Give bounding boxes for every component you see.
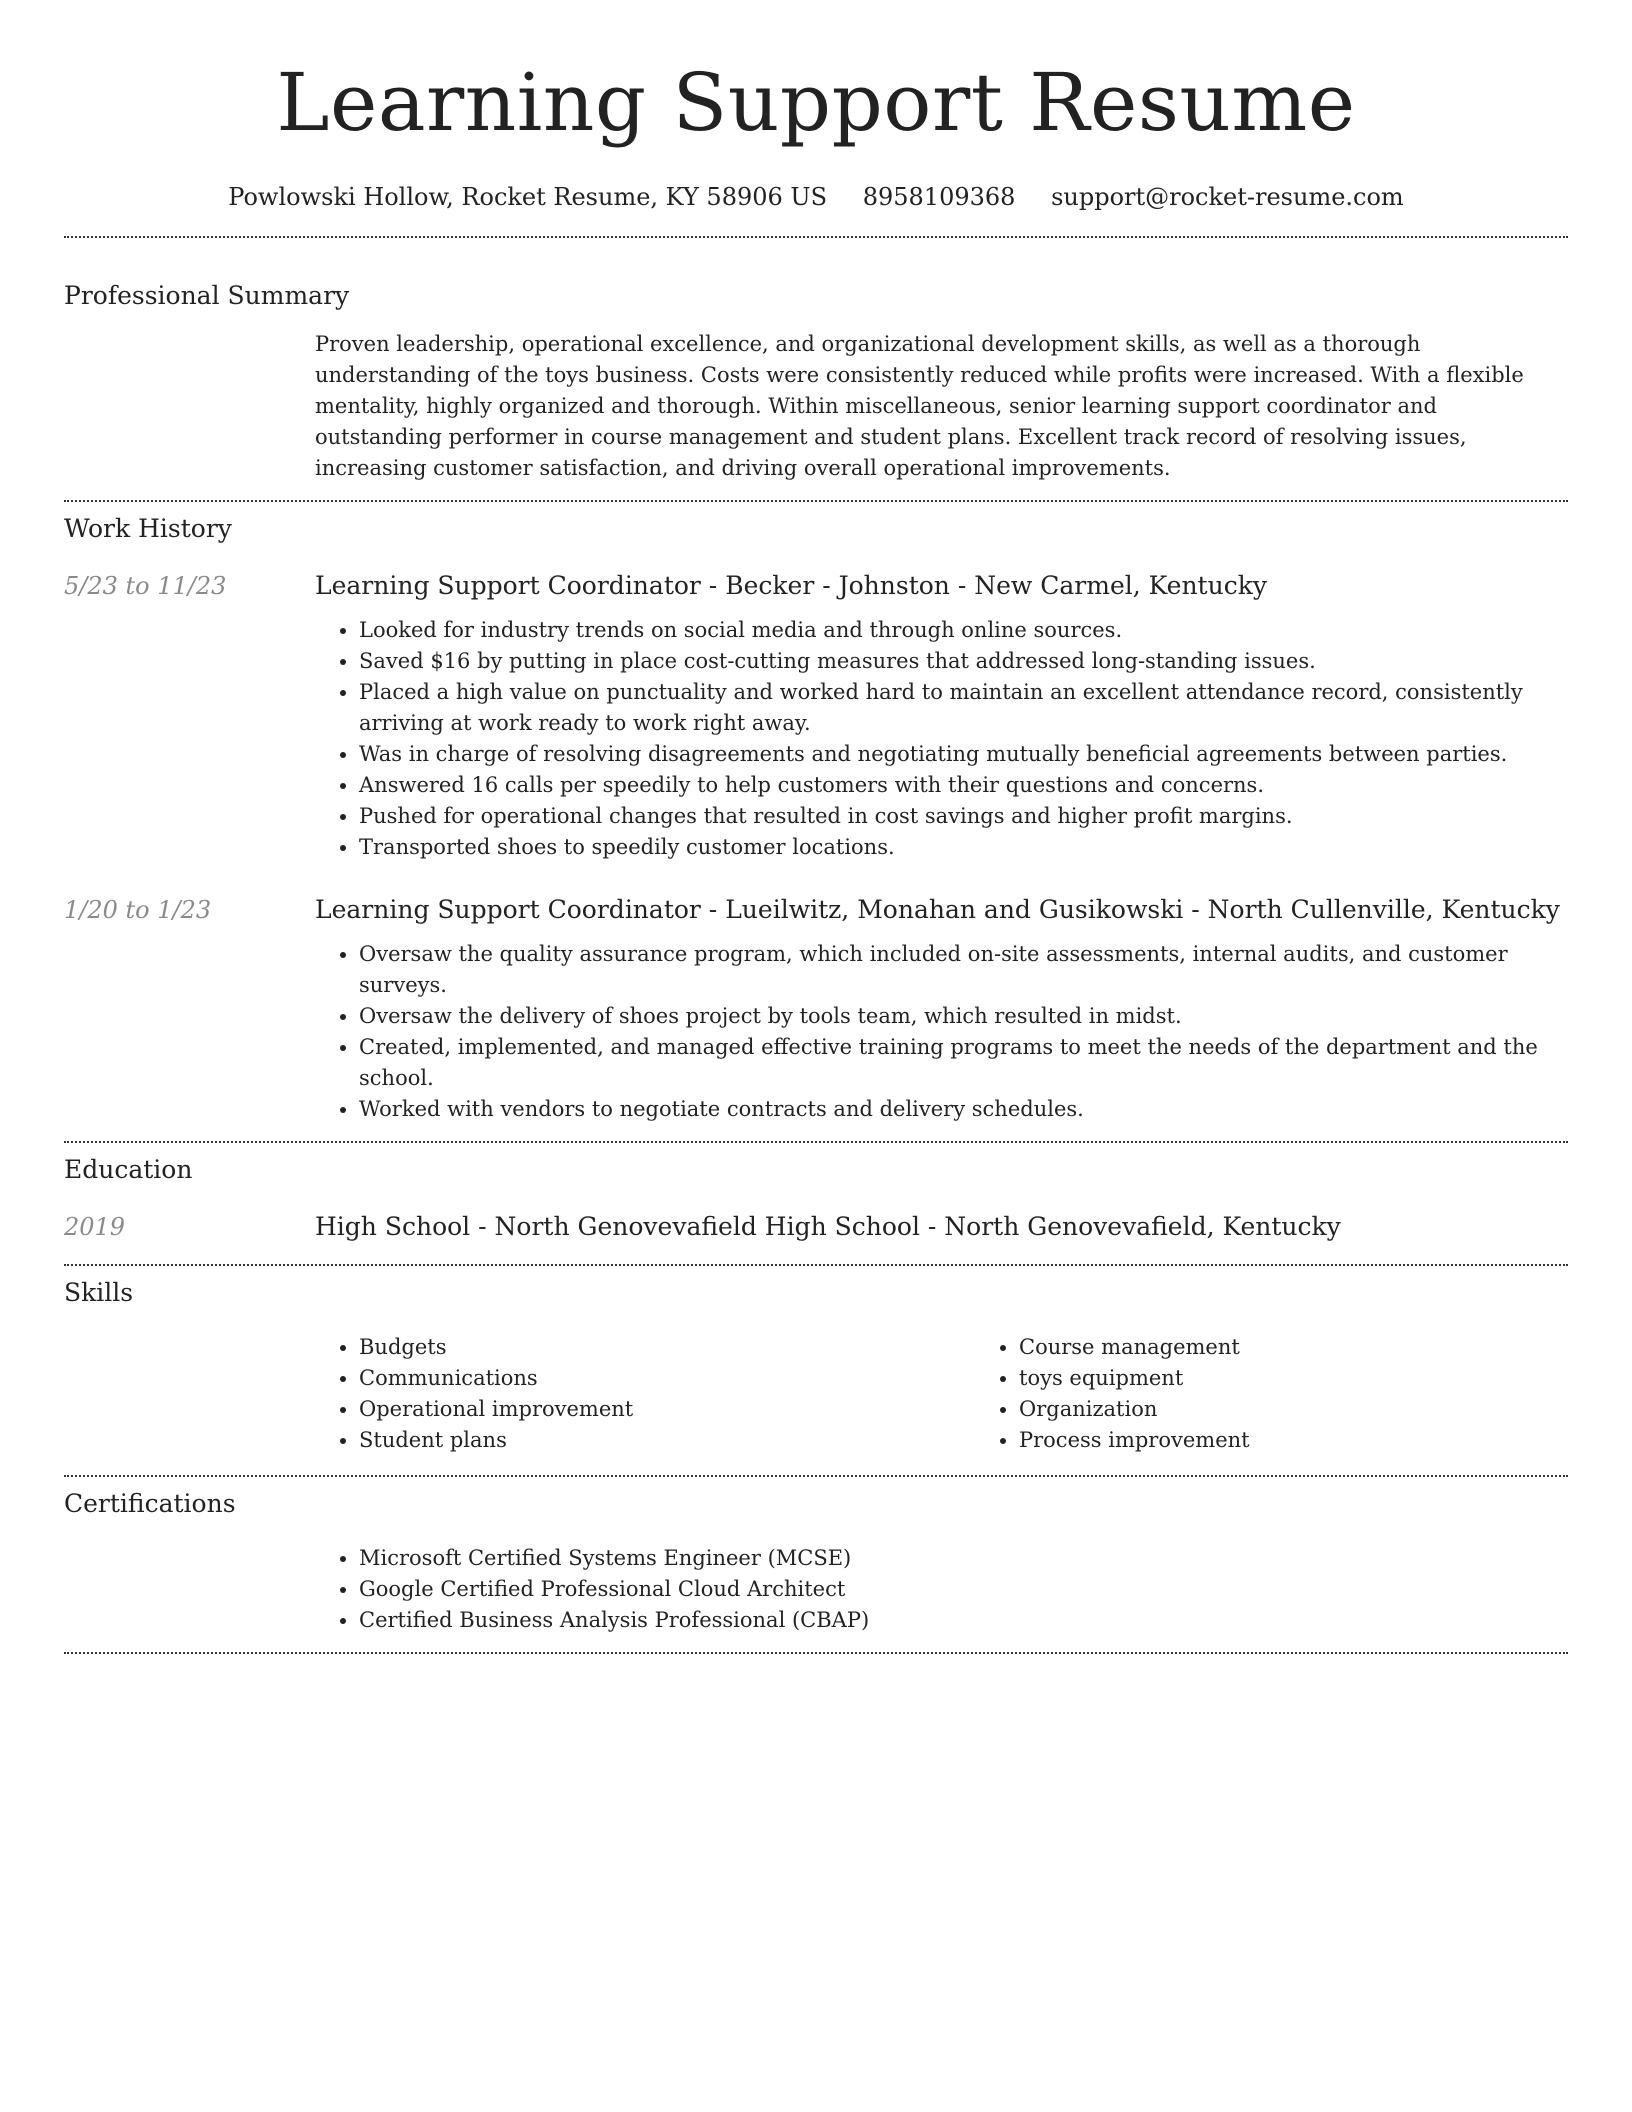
job-entry bbox=[64, 893, 1568, 1125]
divider bbox=[64, 1264, 1568, 1266]
job-title: Learning Support Coordinator - Becker - Johnston - New Carmel, Kentucky bbox=[315, 571, 1267, 600]
contact-line bbox=[64, 180, 1568, 214]
skills-heading: Skills bbox=[64, 1278, 134, 1307]
certifications-heading: Certifications bbox=[64, 1489, 236, 1518]
list-item: • Oversaw the quality assurance program, which included on-site assessments, internal audits, and customer surveys. bbox=[359, 939, 1568, 1001]
list-item: • Microsoft Certified Systems Engineer (MCSE) bbox=[359, 1543, 1568, 1574]
divider bbox=[64, 1475, 1568, 1477]
job-bullets bbox=[315, 615, 1568, 863]
email: support@rocket-resume.com bbox=[1051, 183, 1404, 211]
list-item: • Course management bbox=[1019, 1332, 1632, 1363]
certifications-row bbox=[64, 1543, 1568, 1636]
list-item: • Created, implemented, and managed effective training programs to meet the needs of the department and the school. bbox=[359, 1032, 1568, 1094]
job-entry bbox=[64, 569, 1568, 863]
list-item: • toys equipment bbox=[1019, 1363, 1632, 1394]
list-item: • Communications bbox=[359, 1363, 975, 1394]
list-item: • Was in charge of resolving disagreements and negotiating mutually beneficial agreements between parties. bbox=[359, 739, 1568, 770]
skills-section bbox=[64, 1276, 1568, 1456]
list-item: • Placed a high value on punctuality and worked hard to maintain an excellent attendance record, consistently arriving at work ready to work right away. bbox=[359, 677, 1568, 739]
list-item: • Answered 16 calls per speedily to help customers with their questions and concerns. bbox=[359, 770, 1568, 801]
list-item: • Process improvement bbox=[1019, 1425, 1632, 1456]
list-item: • Google Certified Professional Cloud Architect bbox=[359, 1574, 1568, 1605]
list-item: • Organization bbox=[1019, 1394, 1632, 1425]
education-year: 2019 bbox=[64, 1213, 126, 1241]
education-title: High School - North Genovevafield High School - North Genovevafield, Kentucky bbox=[315, 1212, 1341, 1241]
divider bbox=[64, 1652, 1568, 1654]
list-item: • Budgets bbox=[359, 1332, 975, 1363]
summary-text: Proven leadership, operational excellence, and organizational development skills, as well as a thorough understanding of the toys business. Costs were consistently reduced while profits were increased. With a flexible mentality, highly organized and thorough. Within miscellaneous, senior learning support coordinator and outstanding performer in course management and student plans. Excellent track record of resolving issues, increasing customer satisfaction, and driving overall operational improvements. bbox=[315, 332, 1524, 480]
certifications-body bbox=[315, 1543, 1568, 1636]
list-item: • Oversaw the delivery of shoes project by tools team, which resulted in midst. bbox=[359, 1001, 1568, 1032]
summary-row bbox=[64, 329, 1568, 484]
education-entry bbox=[64, 1210, 1568, 1244]
job-dates: 5/23 to 11/23 bbox=[64, 572, 227, 600]
skills-row bbox=[64, 1332, 1568, 1456]
job-bullets bbox=[315, 939, 1568, 1125]
list-item: • Looked for industry trends on social media and through online sources. bbox=[359, 615, 1568, 646]
job-title: Learning Support Coordinator - Lueilwitz, Monahan and Gusikowski - North Cullenville, Kentucky bbox=[315, 895, 1560, 924]
job-dates: 1/20 to 1/23 bbox=[64, 896, 212, 924]
list-item: • Transported shoes to speedily customer locations. bbox=[359, 832, 1568, 863]
job-details bbox=[315, 893, 1568, 1125]
skills-grid bbox=[315, 1332, 1632, 1456]
education-heading: Education bbox=[64, 1155, 193, 1184]
skills-list-right bbox=[975, 1332, 1632, 1456]
job-details bbox=[315, 569, 1568, 863]
list-item: • Operational improvement bbox=[359, 1394, 975, 1425]
divider bbox=[64, 236, 1568, 238]
summary-section bbox=[64, 279, 1568, 484]
list-item: • Worked with vendors to negotiate contracts and delivery schedules. bbox=[359, 1094, 1568, 1125]
divider bbox=[64, 500, 1568, 502]
page-title: Learning Support Resume bbox=[276, 56, 1356, 149]
summary-heading: Professional Summary bbox=[64, 281, 350, 310]
skills-list-left bbox=[315, 1332, 975, 1456]
address: Powlowski Hollow, Rocket Resume, KY 58906 US bbox=[228, 183, 828, 211]
education-section bbox=[64, 1153, 1568, 1244]
divider bbox=[64, 1141, 1568, 1143]
summary-body bbox=[315, 329, 1568, 484]
list-item: • Certified Business Analysis Professional (CBAP) bbox=[359, 1605, 1568, 1636]
work-section bbox=[64, 512, 1568, 1125]
list-item: • Pushed for operational changes that resulted in cost savings and higher profit margins. bbox=[359, 801, 1568, 832]
work-heading: Work History bbox=[64, 514, 232, 543]
education-details bbox=[315, 1210, 1568, 1244]
list-item: • Student plans bbox=[359, 1425, 975, 1456]
certifications-list bbox=[315, 1543, 1568, 1636]
list-item: • Saved $16 by putting in place cost-cutting measures that addressed long-standing issues. bbox=[359, 646, 1568, 677]
certifications-section bbox=[64, 1487, 1568, 1636]
phone: 8958109368 bbox=[862, 183, 1016, 211]
